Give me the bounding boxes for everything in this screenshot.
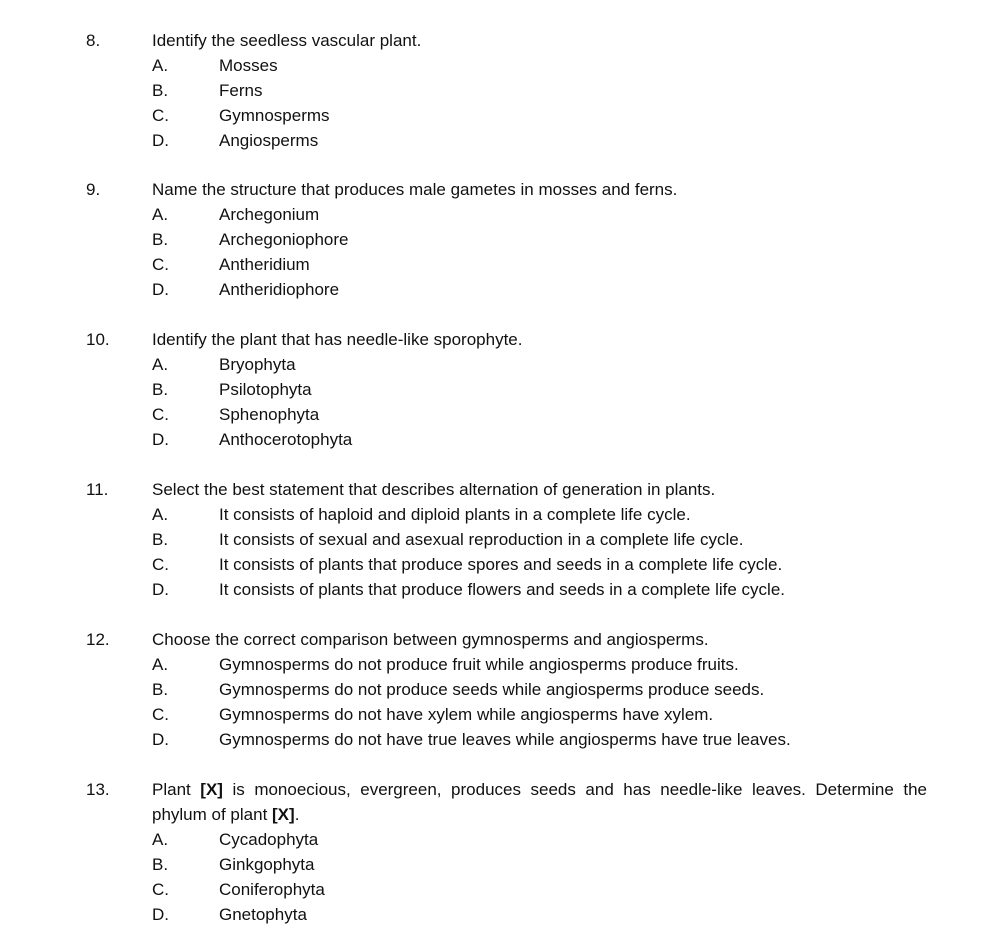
option-letter: B. <box>152 81 169 100</box>
option-b[interactable] <box>0 677 991 702</box>
option-letter: D. <box>152 905 169 924</box>
option-text: Mosses <box>219 56 278 75</box>
option-text: Gymnosperms do not produce fruit while angiosperms produce fruits. <box>219 655 739 674</box>
option-text: Coniferophyta <box>219 880 325 899</box>
option-text: It consists of sexual and asexual reproduction in a complete life cycle. <box>219 530 744 549</box>
option-letter: C. <box>152 405 169 424</box>
option-letter: B. <box>152 380 169 399</box>
question-text-part: is monoecious, evergreen, produces seeds and has needle-like leaves. Determine the phylum of plant <box>152 780 927 824</box>
option-c[interactable] <box>0 402 991 427</box>
plant-variable: [X] <box>272 805 295 824</box>
option-a[interactable] <box>0 652 991 677</box>
option-b[interactable] <box>0 78 991 103</box>
option-text: It consists of plants that produce flowers and seeds in a complete life cycle. <box>219 580 786 599</box>
question-number: 13. <box>86 780 110 799</box>
question-text: Name the structure that produces male gametes in mosses and ferns. <box>152 180 678 199</box>
option-text: Gnetophyta <box>219 905 307 924</box>
question-text-part: . <box>294 805 300 824</box>
option-a[interactable] <box>0 202 991 227</box>
option-letter: A. <box>152 830 169 849</box>
question-text: Identify the plant that has needle-like sporophyte. <box>152 330 523 349</box>
option-text: Antheridium <box>219 255 310 274</box>
option-letter: D. <box>152 730 169 749</box>
option-a[interactable] <box>0 502 991 527</box>
option-list <box>0 352 991 452</box>
option-d[interactable] <box>0 577 991 602</box>
option-c[interactable] <box>0 252 991 277</box>
plant-variable: [X] <box>200 780 223 799</box>
option-letter: D. <box>152 580 169 599</box>
option-letter: C. <box>152 705 169 724</box>
option-letter: A. <box>152 655 169 674</box>
option-letter: A. <box>152 505 169 524</box>
option-letter: B. <box>152 680 169 699</box>
option-text: Anthocerotophyta <box>219 430 353 449</box>
option-list <box>0 202 991 302</box>
option-letter: C. <box>152 555 169 574</box>
option-list <box>0 652 991 752</box>
option-text: Psilotophyta <box>219 380 312 399</box>
option-letter: B. <box>152 530 169 549</box>
option-b[interactable] <box>0 852 991 877</box>
option-a[interactable] <box>0 827 991 852</box>
option-letter: B. <box>152 855 169 874</box>
option-text: Ginkgophyta <box>219 855 315 874</box>
option-c[interactable] <box>0 552 991 577</box>
option-d[interactable] <box>0 902 991 927</box>
option-text: Cycadophyta <box>219 830 319 849</box>
option-a[interactable] <box>0 352 991 377</box>
option-letter: A. <box>152 56 169 75</box>
option-text: Gymnosperms <box>219 106 330 125</box>
question-text: Choose the correct comparison between gymnosperms and angiosperms. <box>152 630 709 649</box>
question-text-part: Plant <box>152 780 201 799</box>
option-d[interactable] <box>0 277 991 302</box>
question-text: Identify the seedless vascular plant. <box>152 31 422 50</box>
option-letter: D. <box>152 430 169 449</box>
option-text: Angiosperms <box>219 131 319 150</box>
option-letter: C. <box>152 106 169 125</box>
option-letter: D. <box>152 280 169 299</box>
option-a[interactable] <box>0 53 991 78</box>
option-d[interactable] <box>0 727 991 752</box>
option-letter: A. <box>152 355 169 374</box>
option-c[interactable] <box>0 877 991 902</box>
question-number: 8. <box>86 31 101 50</box>
option-text: Bryophyta <box>219 355 296 374</box>
option-c[interactable] <box>0 103 991 128</box>
option-list <box>0 827 991 927</box>
option-text: Ferns <box>219 81 263 100</box>
option-text: Gymnosperms do not have xylem while angiosperms have xylem. <box>219 705 714 724</box>
question-text: Select the best statement that describes alternation of generation in plants. <box>152 480 716 499</box>
option-list <box>0 53 991 153</box>
question-number: 10. <box>86 330 110 349</box>
option-b[interactable] <box>0 227 991 252</box>
option-b[interactable] <box>0 377 991 402</box>
option-d[interactable] <box>0 128 991 153</box>
option-b[interactable] <box>0 527 991 552</box>
option-text: Gymnosperms do not have true leaves while angiosperms have true leaves. <box>219 730 791 749</box>
option-letter: B. <box>152 230 169 249</box>
question-number: 11. <box>86 480 109 499</box>
option-c[interactable] <box>0 702 991 727</box>
option-letter: D. <box>152 131 169 150</box>
question-number: 12. <box>86 630 110 649</box>
option-text: Archegonium <box>219 205 320 224</box>
option-letter: C. <box>152 255 169 274</box>
option-letter: C. <box>152 880 169 899</box>
option-d[interactable] <box>0 427 991 452</box>
question-text <box>152 777 927 827</box>
option-list <box>0 502 991 602</box>
option-text: Sphenophyta <box>219 405 320 424</box>
option-text: Gymnosperms do not produce seeds while angiosperms produce seeds. <box>219 680 765 699</box>
option-text: It consists of plants that produce spores and seeds in a complete life cycle. <box>219 555 783 574</box>
option-text: Archegoniophore <box>219 230 349 249</box>
question-number: 9. <box>86 180 101 199</box>
option-letter: A. <box>152 205 169 224</box>
option-text: Antheridiophore <box>219 280 340 299</box>
option-text: It consists of haploid and diploid plants in a complete life cycle. <box>219 505 691 524</box>
